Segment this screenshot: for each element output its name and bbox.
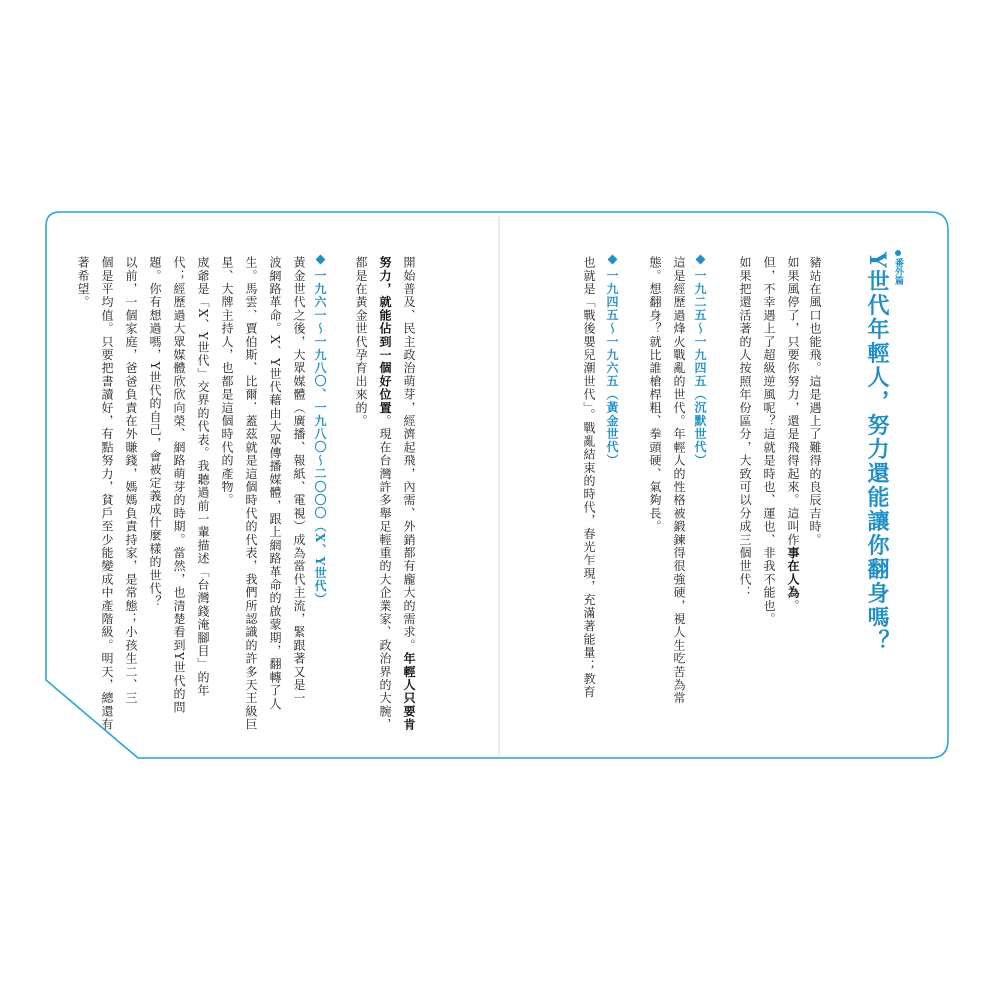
series-dot-icon [895,250,901,256]
section-heading-xy: 一九六一～一九八〇、一九八〇～二〇〇〇（X、Y世代） [312,256,329,606]
diamond-icon [315,255,325,265]
left-line-8: 宬爺是「X、Y世代」交界的代表。我聽過前一輩描述「台灣錢淹腳目」的年 [196,256,210,698]
left-line-9: 代；經歷過大眾媒體欣欣向榮、網路萌芽的時期。當然，也清楚看到Y世代的問 [172,256,186,714]
section-golden-line-1: 也就是「戰後嬰兒潮世代」。戰亂結束的時代，春光乍現，充滿著能量；教育 [582,256,596,699]
paragraph-2: 如果風停了，只要你努力，還是飛得起來。這叫作事在人為。 [786,256,800,613]
left-line-11: 以前，一個家庭，爸爸負責在外賺錢，媽媽負責持家，是常態；小孩生二、三 [124,256,138,705]
book-gutter [498,216,500,756]
section-silent-line-1: 這是經歷過烽火戰亂的世代。年輕人的性格被鍛鍊得很強硬，視人生吃苦為常 [672,256,686,705]
page-title: Y世代年輕人，努力還能讓你翻身嗎？ [864,252,890,654]
section-silent-line-2: 態。想翻身？就比誰槍桿粗、拳頭硬、氣夠長。 [648,256,662,534]
section-heading-golden: 一九四五～一九六五（黃金世代） [604,256,621,467]
paragraph-4: 如果把還活著的人按照年份區分，大致可以分成三個世代： [738,256,752,600]
diamond-icon [695,255,705,265]
left-line-2: 努力，就能佔到一個好位置。現在台灣許多舉足輕重的大企業家、政治界的大腕， [378,256,392,732]
paragraph-1: 豬站在風口也能飛。這是遇上了難得的良辰吉時。 [808,256,822,547]
diamond-icon [607,255,617,265]
left-line-10: 題。你有想過嗎，Y世代的自己，會被定義成什麼樣的世代？ [148,256,162,609]
left-line-3: 都是在黃金世代孕育出來的。 [354,256,368,428]
series-label: 番外篇 [892,250,905,285]
left-line-12: 個是平均值。只要把書讀好，有點努力，貧戶至少能變成中產階級。明天，總還有 [100,256,114,732]
left-line-5: 波網路革命。X、Y世代藉由大眾傳播媒體，跟上網路革命的啟蒙期，翻轉了人 [268,256,282,711]
left-line-7: 星、大牌主持人，也都是這個時代的產物。 [220,256,234,507]
left-line-4: 黃金世代之後，大眾媒體（廣播、報紙、電視）成為當代主流，緊跟著又是一 [292,256,306,705]
left-line-1: 開始普及、民主政治萌芽，經濟起飛，內需、外銷都有龐大的需求。年輕人只要肯 [402,256,416,732]
section-heading-silent: 一九二五～一九四五（沉默世代） [692,256,709,467]
left-line-6: 生。馬雲、賈伯斯、比爾．蓋茲就是這個時代的代表，我們所認識的許多天王級巨 [244,256,258,732]
paragraph-3: 但，不幸遇上了超級逆風呢？這就是時也、運也、非我不能也。 [762,256,776,626]
left-line-13: 著希望。 [76,256,90,309]
